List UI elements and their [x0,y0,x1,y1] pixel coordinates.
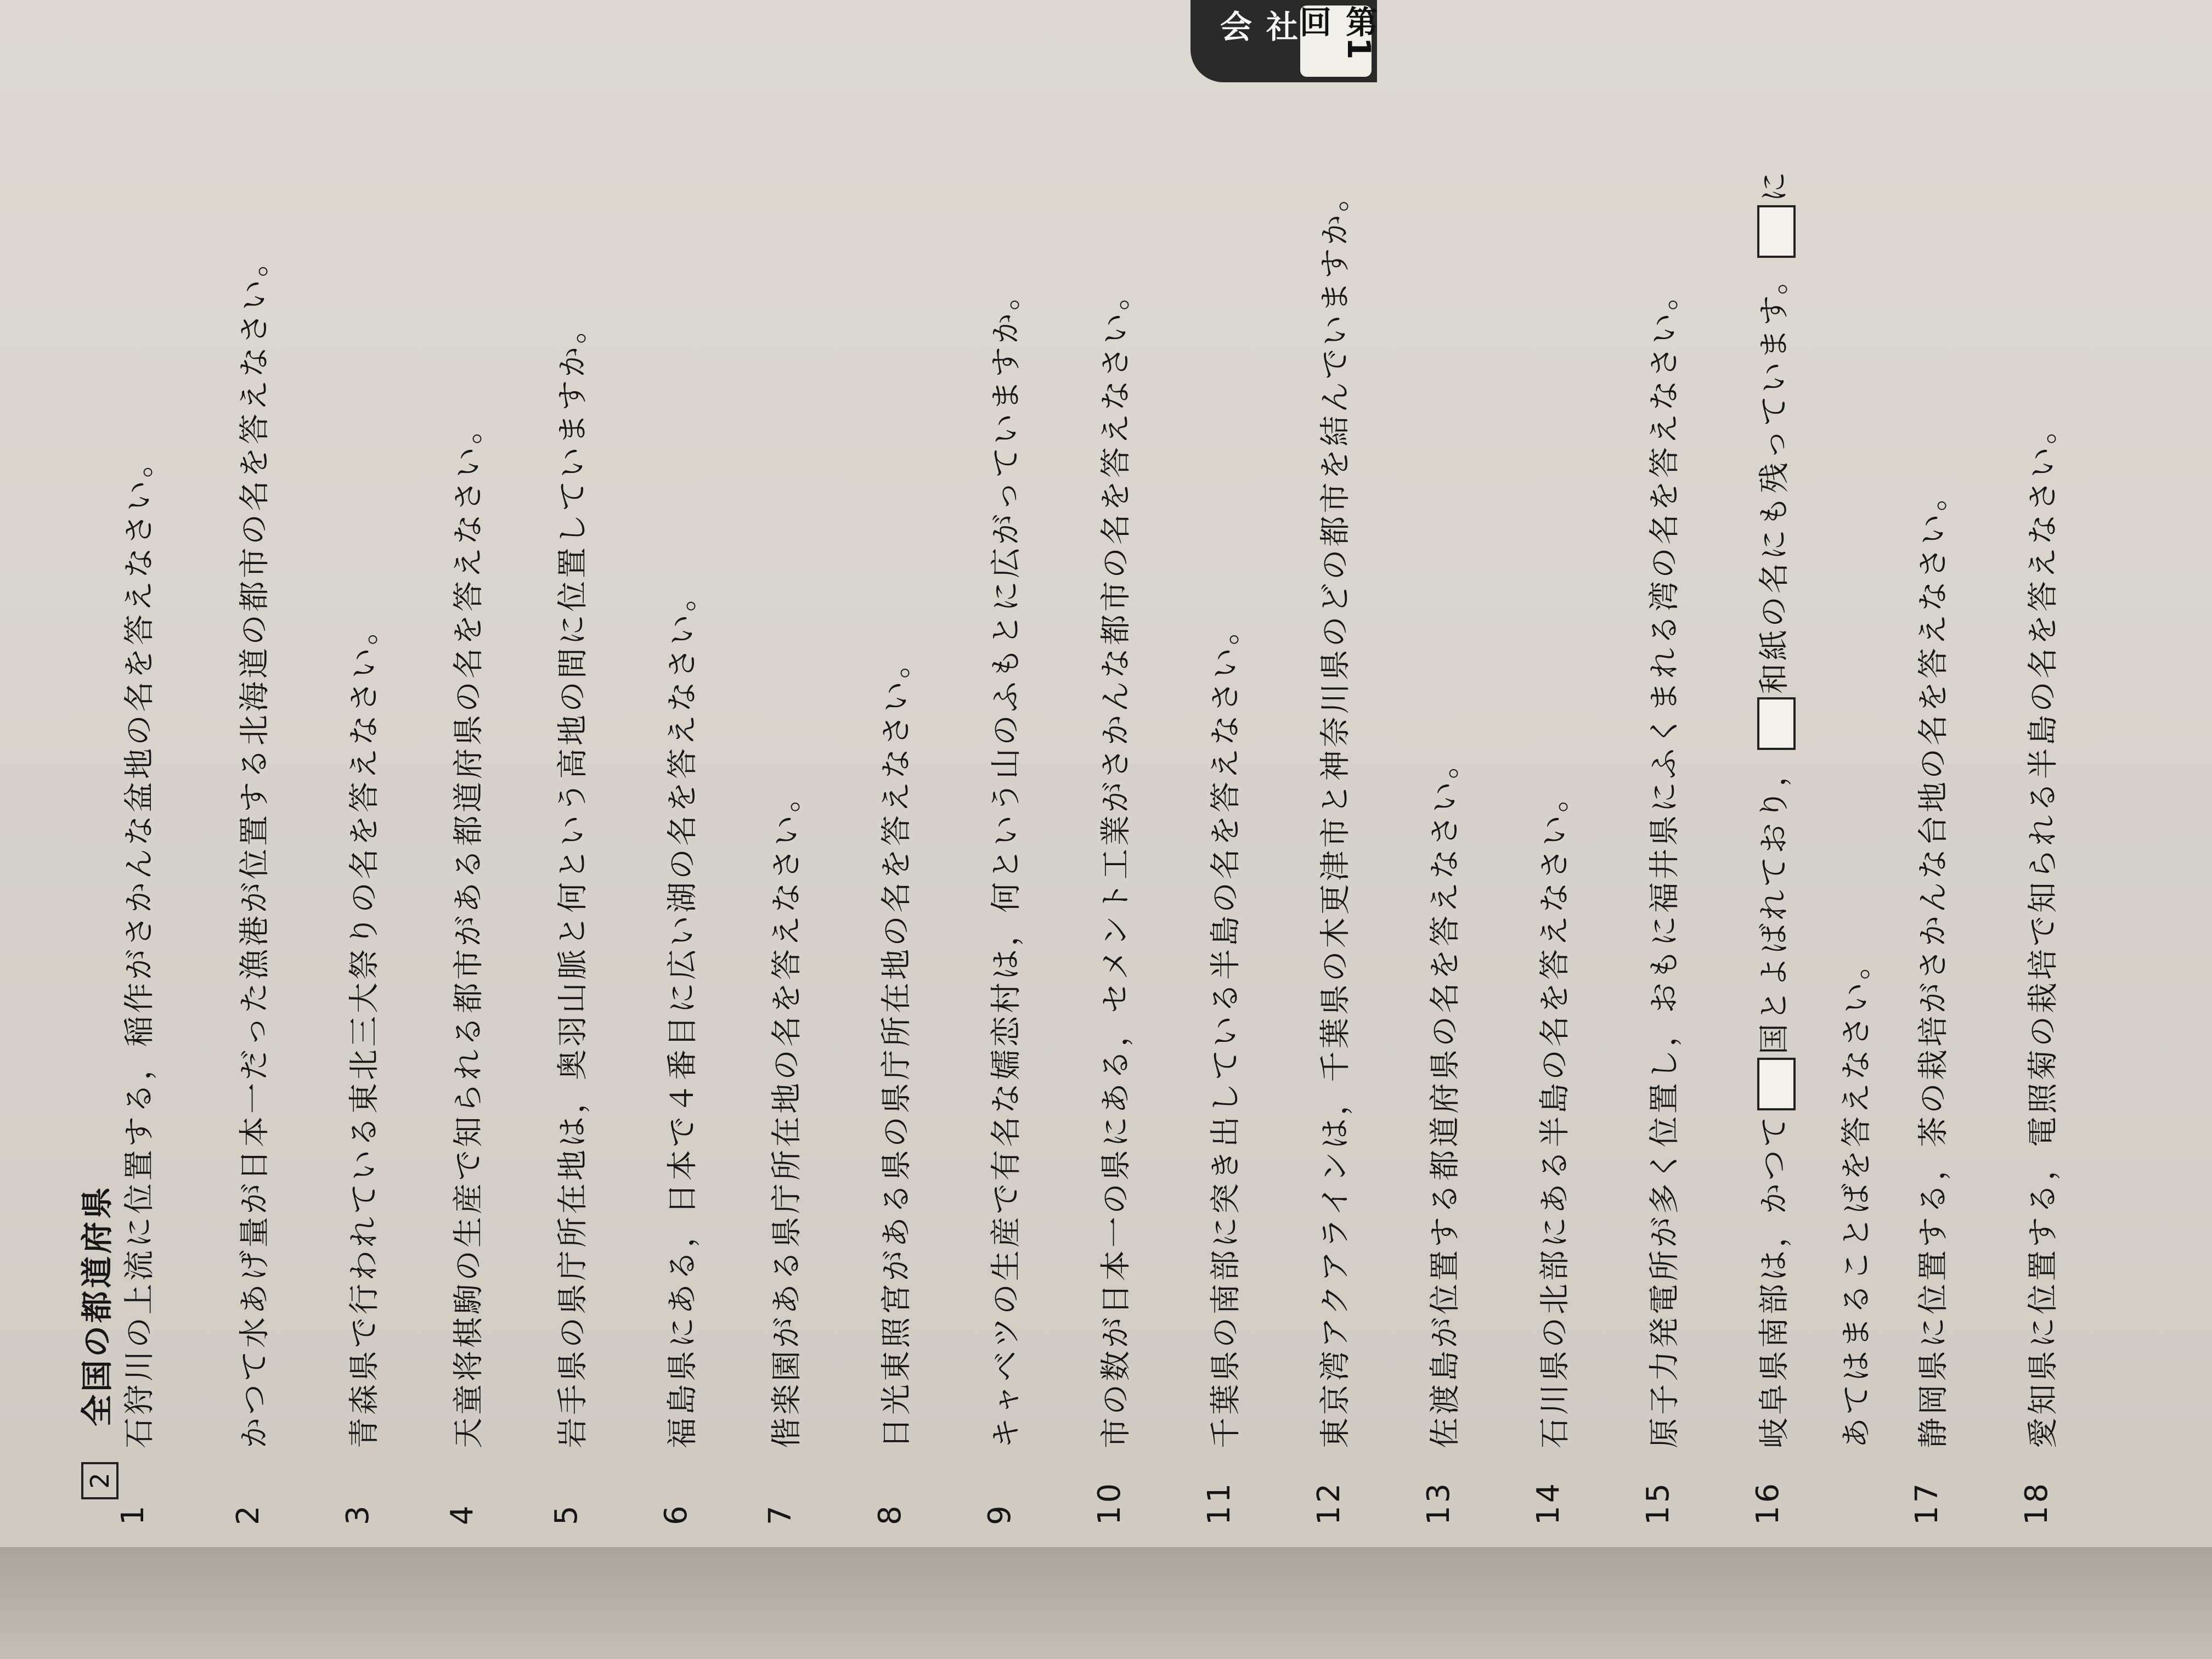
answer-blank[interactable] [1757,697,1796,750]
question-text: 天童将棋駒の生産で知られる都市がある都道府県の名を答えなさい。 [451,411,487,1448]
question-text: かつて水あげ量が日本一だった漁港が位置する北海道の都市の名を答えなさい。 [237,244,273,1448]
question-text: 福島県にある，日本で４番目に広い湖の名を答えなさい。 [665,578,701,1448]
question-number: 5 [549,1503,584,1525]
question-text: 東京湾アクアラインは，千葉県の木更津市と神奈川県のどの都市を結んでいますか。 [1318,178,1353,1448]
desk-surface [0,1547,2212,1659]
subject-label: 社会 [1215,10,1298,45]
question-text-part: 国とよばれており， [1757,753,1792,1054]
answer-blank[interactable] [1757,1058,1796,1110]
question-text: キャベツの生産で有名な嬬恋村は，何という山のふもとに広がっていますか。 [989,277,1024,1448]
question-number: 11 [1201,1480,1237,1525]
question-text: 岩手県の県庁所在地は，奥羽山脈と何という高地の間に位置していますか。 [555,311,591,1448]
question-text: 千葉県の南部に突き出している半島の名を答えなさい。 [1208,612,1244,1448]
question-number: 10 [1092,1480,1127,1525]
round-label: 第1回 [1300,5,1372,77]
question-text-part: に [1757,168,1792,202]
question-text: 佐渡島が位置する都道府県の名を答えなさい。 [1427,746,1463,1448]
question-text-part: 和紙の名にも残っています。 [1757,261,1792,694]
question-number: 1 [115,1503,151,1525]
question-text [1750,168,1796,1448]
question-number: 9 [982,1503,1018,1525]
question-number: 18 [2019,1480,2055,1525]
question-number: 4 [444,1503,480,1525]
question-number: 16 [1750,1480,1786,1525]
answer-blank[interactable] [1757,205,1796,258]
question-text: 偕楽園がある県庁所在地の名を答えなさい。 [769,779,805,1448]
question-text: 愛知県に位置する，電照菊の栽培で知られる半島の名を答えなさい。 [2025,411,2061,1448]
question-number: 3 [340,1503,376,1525]
question-text: 日光東照宮がある県の県庁所在地の名を答えなさい。 [879,645,915,1448]
question-number: 6 [658,1503,694,1525]
question-text: 原子力発電所が多く位置し，おもに福井県にふくまれる湾の名を答えなさい。 [1647,277,1683,1448]
section-number: 2 [81,1462,119,1499]
question-number: 17 [1909,1480,1945,1525]
question-text: 市の数が日本一の県にある，セメント工業がさかんな都市の名を答えなさい。 [1098,277,1134,1448]
question-number: 8 [872,1503,908,1525]
question-text: 石狩川の上流に位置する，稲作がさかんな盆地の名を答えなさい。 [122,444,157,1448]
question-number: 13 [1421,1480,1457,1525]
question-text-part: 岐阜県南部は，かつて [1757,1114,1792,1448]
question-text: 石川県の北部にある半島の名を答えなさい。 [1537,779,1573,1448]
question-number: 2 [230,1503,266,1525]
question-number: 7 [763,1503,798,1525]
section-title: 全国の都道府県 [78,1184,116,1426]
question-number: 12 [1311,1480,1347,1525]
question-number: 14 [1531,1480,1566,1525]
question-text: 静岡県に位置する，茶の栽培がさかんな台地の名を答えなさい。 [1916,478,1951,1448]
question-text-continued: あてはまることばを答えなさい。 [1839,946,1875,1448]
question-number: 15 [1640,1480,1676,1525]
question-text: 青森県で行われている東北三大祭りの名を答えなさい。 [347,612,382,1448]
